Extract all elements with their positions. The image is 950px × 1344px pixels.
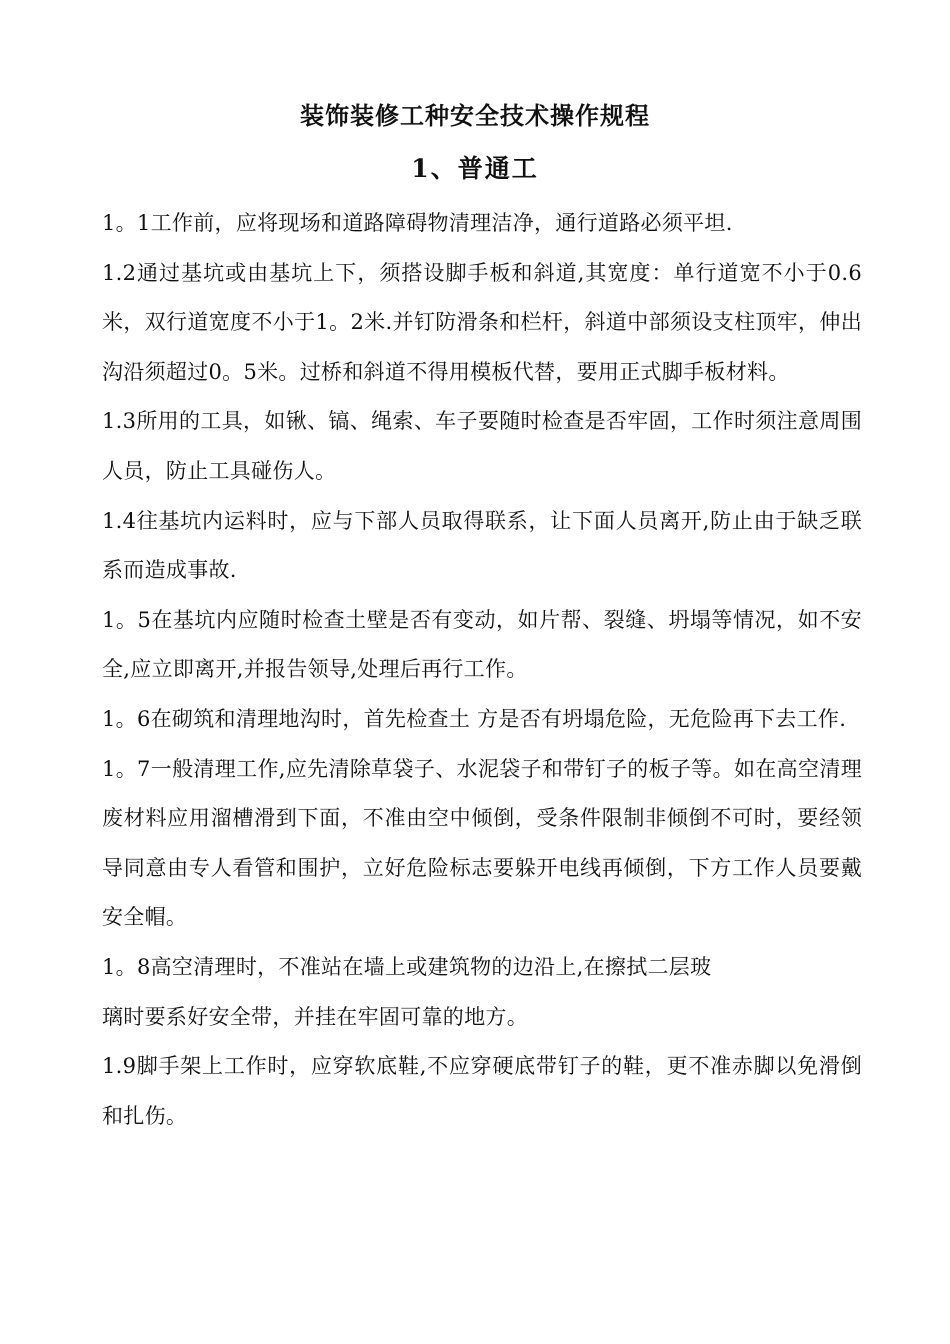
paragraph-1-2: 1.2通过基坑或由基坑上下，须搭设脚手板和斜道,其宽度：单行道宽不小于0.6米，双行道宽度不小于1。2米.并钉防滑条和栏杆，斜道中部须设支柱顶牢，伸出沟沿须超过0。5米。过桥和斜道不得用模板代替，要用正式脚手板材料。	[102, 260, 862, 384]
paragraph-1-8-line-2: 璃时要系好安全带，并挂在牢固可靠的地方。	[102, 1004, 528, 1029]
section-heading: 1、普通工	[411, 154, 539, 183]
paragraph-1-9: 1.9脚手架上工作时，应穿软底鞋,不应穿硬底带钉子的鞋，更不准赤脚以免滑倒和扎伤。	[102, 1054, 862, 1128]
paragraph-1-1: 1。1工作前，应将现场和道路障碍物清理洁净，通行道路必须平坦.	[102, 211, 733, 235]
paragraph-1-7: 1。7一般清理工作,应先清除草袋子、水泥袋子和带钉子的板子等。如在高空清理废材料应用溜槽滑到下面，不准由空中倾倒，受条件限制非倾倒不可时，要经领导同意由专人看管和围护，立好危险标志要躲开电线再倾倒，下方工作人员要戴安全帽。	[102, 756, 862, 930]
document-body	[102, 199, 862, 1141]
paragraph-1-6: 1。6在砌筑和清理地沟时，首先检查土 方是否有坍塌危险，无危险再下去工作.	[102, 706, 847, 731]
paragraph-1-8-line-1: 1。8高空清理时，不准站在墙上或建筑物的边沿上,在擦拭二层玻	[102, 954, 712, 979]
paragraph-1-5: 1。5在基坑内应随时检查土壁是否有变动，如片帮、裂缝、坍塌等情况，如不安全,应立即离开,并报告领导,处理后再行工作。	[102, 607, 862, 682]
paragraph-1-4: 1.4往基坑内运料时，应与下部人员取得联系，让下面人员离开,防止由于缺乏联系而造成事故.	[102, 508, 862, 583]
document-title: 装饰装修工种安全技术操作规程	[300, 101, 650, 130]
paragraph-1-3: 1.3所用的工具，如锹、镐、绳索、车子要随时检查是否牢固，工作时须注意周围人员，防止工具碰伤人。	[102, 409, 862, 483]
